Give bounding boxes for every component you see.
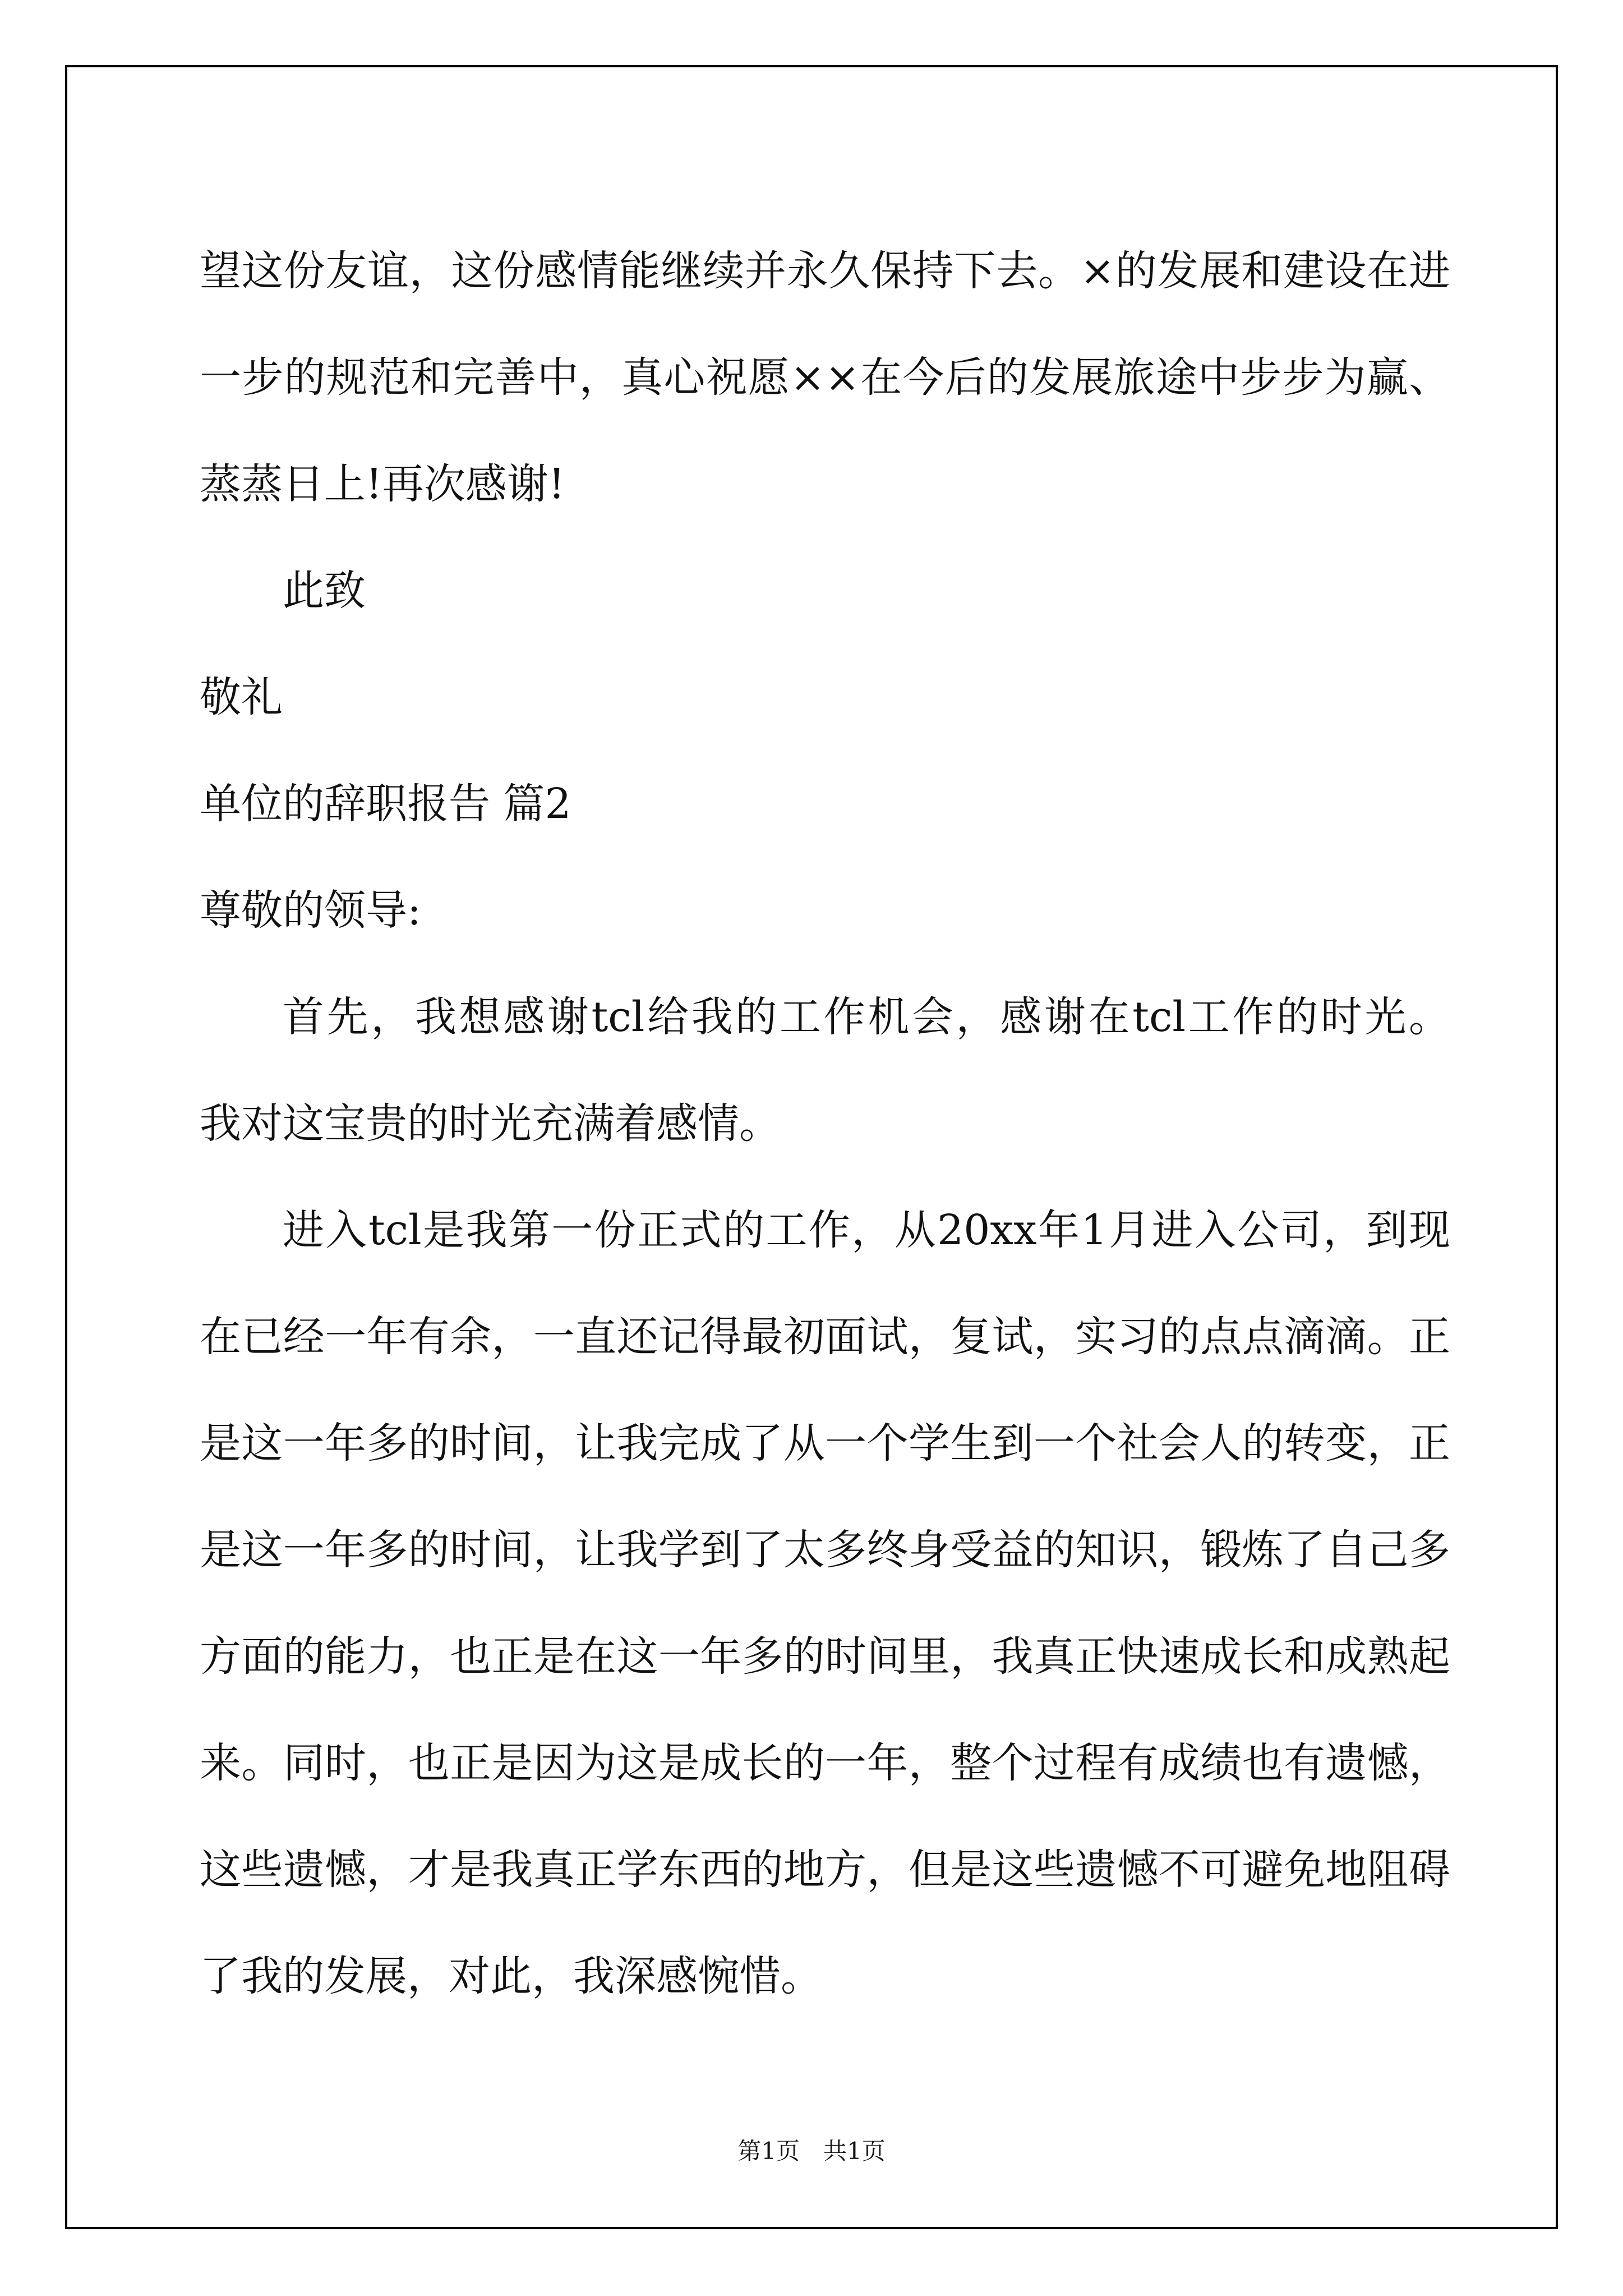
body-line: 进入tcl是我第一份正式的工作，从20xx年1月进入公司，到现 <box>283 1206 1450 1254</box>
greeting: 尊敬的领导: <box>200 886 421 935</box>
page-footer: 第1页 共1页 <box>737 2137 886 2165</box>
body-line: 方面的能力，也正是在这一年多的时间里，我真正快速成长和成熟起 <box>200 1632 1450 1681</box>
body-line: 一步的规范和完善中，真心祝愿××在今后的发展旅途中步步为赢、 <box>200 353 1450 402</box>
body-line: 这些遗憾，才是我真正学东西的地方，但是这些遗憾不可避免地阻碍 <box>200 1846 1450 1894</box>
body-line: 蒸蒸日上!再次感谢! <box>200 460 565 508</box>
closing-regards: 敬礼 <box>200 673 283 721</box>
body-line: 来。同时，也正是因为这是成长的一年，整个过程有成绩也有遗憾， <box>200 1739 1450 1787</box>
body-line: 在已经一年有余，一直还记得最初面试，复试，实习的点点滴滴。正 <box>200 1313 1450 1361</box>
document-body <box>200 218 1450 2030</box>
section-heading: 单位的辞职报告 篇2 <box>200 780 571 828</box>
body-line: 是这一年多的时间，让我完成了从一个学生到一个社会人的转变，正 <box>200 1419 1450 1467</box>
body-line: 首先，我想感谢tcl给我的工作机会，感谢在tcl工作的时光。 <box>283 993 1450 1041</box>
body-line: 我对这宝贵的时光充满着感情。 <box>200 1099 781 1148</box>
body-line: 是这一年多的时间，让我学到了太多终身受益的知识，锻炼了自己多 <box>200 1526 1450 1574</box>
body-line: 了我的发展，对此，我深感惋惜。 <box>200 1952 822 2000</box>
body-line: 望这份友谊，这份感情能继续并永久保持下去。×的发展和建设在进 <box>200 247 1450 295</box>
closing-salutation: 此致 <box>283 567 366 615</box>
